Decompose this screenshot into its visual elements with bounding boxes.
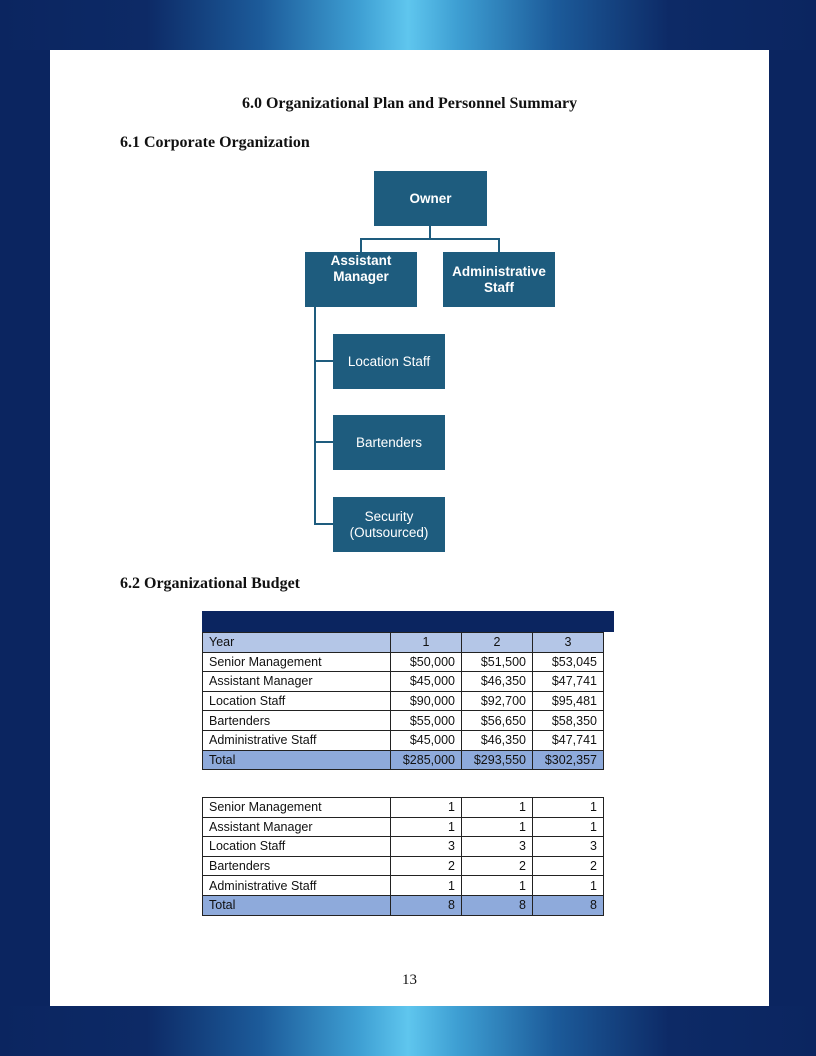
- table-header-cell: Year: [203, 633, 391, 653]
- table-cell: Administrative Staff: [203, 730, 391, 750]
- table-cell: $58,350: [533, 711, 604, 731]
- table-header-cell: 2: [462, 633, 533, 653]
- table-cell: Bartenders: [203, 856, 391, 876]
- table-cell: Assistant Manager: [203, 672, 391, 692]
- table-cell: Senior Management: [203, 652, 391, 672]
- org-box-owner: Owner: [374, 171, 487, 226]
- table-cell: 3: [533, 837, 604, 857]
- table-cell: 2: [533, 856, 604, 876]
- budget-heading: 6.2 Organizational Budget: [120, 575, 301, 592]
- table-cell: Assistant Manager: [203, 817, 391, 837]
- table-row: [203, 730, 604, 750]
- table-cell: 3: [391, 837, 462, 857]
- table-cell: 1: [533, 817, 604, 837]
- table-header-row: [203, 633, 604, 653]
- table-cell: 1: [391, 817, 462, 837]
- table-cell: 2: [462, 856, 533, 876]
- table-cell: $50,000: [391, 652, 462, 672]
- table-row: [203, 798, 604, 818]
- table-cell: 2: [391, 856, 462, 876]
- connector: [498, 238, 500, 252]
- org-box-bartenders: Bartenders: [333, 415, 445, 470]
- org-box-location-staff: Location Staff: [333, 334, 445, 389]
- org-heading: 6.1 Corporate Organization: [120, 134, 310, 151]
- table-cell: $55,000: [391, 711, 462, 731]
- section-title: 6.0 Organizational Plan and Personnel Summary: [241, 95, 578, 112]
- table-cell: 1: [462, 876, 533, 896]
- table-cell: $51,500: [462, 652, 533, 672]
- table-cell: $46,350: [462, 672, 533, 692]
- table-row: [203, 672, 604, 692]
- table-header-cell: 1: [391, 633, 462, 653]
- table-cell: 1: [462, 798, 533, 818]
- table-cell: Total: [203, 895, 391, 915]
- table-cell: 8: [533, 895, 604, 915]
- table-cell: $293,550: [462, 750, 533, 770]
- border-glow-bottom: [0, 1006, 816, 1056]
- table-cell: 1: [462, 817, 533, 837]
- headcount-table: [202, 797, 604, 916]
- border-glow-top: [0, 0, 816, 50]
- table-cell: Total: [203, 750, 391, 770]
- page-number: 13: [402, 972, 417, 988]
- org-box-security: Security (Outsourced): [333, 497, 445, 552]
- table-cell: Administrative Staff: [203, 876, 391, 896]
- connector: [314, 523, 333, 525]
- table-row: [203, 856, 604, 876]
- org-box-assistant-manager: Assistant Manager: [305, 252, 417, 307]
- table-cell: $90,000: [391, 691, 462, 711]
- table-cell: 8: [391, 895, 462, 915]
- table-cell: $45,000: [391, 672, 462, 692]
- connector: [314, 441, 333, 443]
- table-row: [203, 817, 604, 837]
- table-cell: $47,741: [533, 672, 604, 692]
- table-cell: 1: [391, 798, 462, 818]
- table-cell: $46,350: [462, 730, 533, 750]
- table-cell: 3: [462, 837, 533, 857]
- table-cell: Location Staff: [203, 837, 391, 857]
- connector: [360, 238, 500, 240]
- document-page: [50, 50, 769, 1006]
- table-cell: Bartenders: [203, 711, 391, 731]
- table-cell: 1: [533, 798, 604, 818]
- table-cell: 1: [533, 876, 604, 896]
- table-cell: $95,481: [533, 691, 604, 711]
- connector: [314, 360, 333, 362]
- table-cell: 1: [391, 876, 462, 896]
- table-row: [203, 691, 604, 711]
- table-row: [203, 711, 604, 731]
- table-cell: $302,357: [533, 750, 604, 770]
- table-cell: $92,700: [462, 691, 533, 711]
- org-box-administrative-staff: Administrative Staff: [443, 252, 555, 307]
- connector: [314, 307, 316, 525]
- table-total-row: [203, 750, 604, 770]
- table-total-row: [203, 895, 604, 915]
- table-title-bar: [202, 611, 614, 632]
- connector: [360, 238, 362, 252]
- table-cell: Senior Management: [203, 798, 391, 818]
- table-row: [203, 837, 604, 857]
- table-cell: $56,650: [462, 711, 533, 731]
- salary-table: [202, 632, 604, 770]
- table-cell: $45,000: [391, 730, 462, 750]
- table-cell: $47,741: [533, 730, 604, 750]
- table-row: [203, 876, 604, 896]
- table-cell: $285,000: [391, 750, 462, 770]
- table-header-cell: 3: [533, 633, 604, 653]
- table-cell: 8: [462, 895, 533, 915]
- table-row: [203, 652, 604, 672]
- table-cell: Location Staff: [203, 691, 391, 711]
- table-cell: $53,045: [533, 652, 604, 672]
